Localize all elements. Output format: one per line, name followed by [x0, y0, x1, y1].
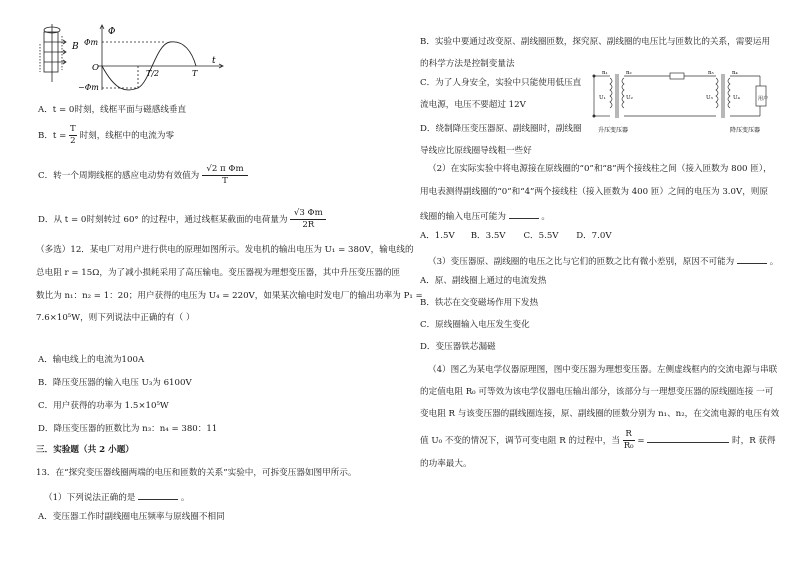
q13-part-2-blank	[509, 209, 539, 219]
n4-label: n₄	[732, 70, 738, 76]
n3-label: n₃	[708, 70, 714, 76]
q13-part-2-line-3	[420, 209, 550, 223]
source-terminal-top	[593, 75, 596, 78]
option-b-post: 时刻，线框中的电流为零	[79, 131, 175, 141]
q13-part-1-blank	[138, 490, 178, 500]
flux-axes	[98, 25, 223, 90]
q13-option-d-line-1: D．绕制降压变压器原、副线圈时，副线圈	[420, 124, 582, 134]
t-half-label: T/2	[146, 69, 160, 78]
q13-part-2-option-d: D．7.0V	[576, 231, 612, 241]
q13-part-4-line-4-post: 时，R 获得	[732, 436, 776, 446]
user-label: 用户	[758, 96, 769, 102]
q13-part-3-option-d: D．变压器铁芯漏磁	[420, 342, 496, 352]
option-d-fraction	[290, 208, 326, 231]
t-axis-label: t	[212, 56, 216, 66]
q13-part-4-frac-den: R₀	[623, 441, 634, 451]
phi-axis-label: Φ	[108, 27, 116, 37]
option-c-fraction	[202, 164, 248, 187]
transmission-circuit	[590, 66, 790, 138]
option-b	[38, 124, 174, 147]
q13-part-2-line-1: （2）在实际实验中将电源接在原线圈的“0”和“8”两个接线柱之间（接入匝数为 800 匝），	[428, 164, 772, 174]
q13-part-4-fraction	[623, 429, 635, 452]
q12-line-3: 数比为 n₁：n₂ = 1：20；用户获得的电压为 U₄ = 220V，如果某次输电时发电厂的输出功率为 P₁ =	[36, 291, 423, 301]
u2-label: U₂	[626, 95, 633, 101]
option-d-den: 2R	[302, 220, 315, 230]
q13-part-4-blank	[647, 433, 729, 443]
q13-part-2-line-3-text: 线圈的输入电压可能为	[420, 212, 506, 222]
source-terminal-bottom	[593, 115, 596, 118]
option-d-pre: D．从 t = 0时刻转过 60° 的过程中，通过线框某截面的电荷量为	[38, 215, 288, 225]
b-label: B	[72, 42, 79, 52]
n2-label: n₂	[626, 70, 632, 76]
right-column	[402, 0, 794, 561]
option-d-num: √3 Φm	[290, 208, 326, 220]
q13-part-1-text: （1）下列说法正确的是	[44, 493, 136, 503]
q13-part-2-line-3-end: 。	[541, 212, 551, 222]
q13-part-2-option-c: C．5.5V	[523, 231, 559, 241]
phim-label: Φm	[84, 38, 99, 47]
q13-part-2-line-2: 用电表测得副线圈的“0”和“4”两个接线柱（接入匝数为 400 匝）之间的电压为 3.0V，则原	[420, 187, 768, 197]
origin-label: O	[92, 63, 99, 73]
u1-label: U₁	[599, 95, 606, 101]
q13-part-2-option-b: B．3.5V	[470, 231, 506, 241]
option-c-den: T	[222, 176, 228, 186]
q13-part-3-line-1	[428, 254, 778, 268]
q13-option-b-line-2: 的科学方法是控制变量法	[420, 59, 515, 69]
q13-part-4-line-4-pre: 值 U₀ 不变的情况下，调节可变电阻 R 的过程中，当	[420, 436, 620, 446]
q13-part-4-line-4	[420, 429, 776, 452]
option-b-pre: B．t =	[38, 131, 67, 141]
q13-option-c-line-2: 流电源，电压不要超过 12V	[420, 100, 526, 110]
t-period-label: T	[192, 69, 198, 78]
q12-option-c: C．用户获得的功率为 1.5×10⁵W	[38, 401, 169, 411]
q13-part-4-line-3: 变电阻 R 与该变压器的副线圈连接，原、副线圈的匝数分别为 n₁、n₂，在交流电源的电压有效	[420, 409, 780, 419]
q13-option-c-line-1: C．为了人身安全，实验中只能使用低压直	[420, 78, 582, 88]
section-3-heading: 三．实验题（共 2 小题）	[36, 445, 134, 455]
q12-option-b: B．降压变压器的输入电压 U₃为 6100V	[38, 378, 192, 388]
q13-option-d-line-2: 导线应比原线圈导线粗一些好	[420, 146, 532, 156]
q13-part-2-options	[420, 231, 612, 242]
q13-part-1	[44, 490, 189, 504]
option-b-num: T	[70, 124, 76, 134]
q13-part-3-end: 。	[769, 257, 779, 267]
q13-option-a: A．变压器工作时副线圈电压频率与原线圈不相同	[38, 512, 225, 522]
q12-line-4: 7.6×10⁵W，则下列说法中正确的有（ ）	[36, 313, 195, 323]
flux-figure	[36, 22, 226, 94]
u4-label: U₄	[733, 95, 740, 101]
q13-part-4-line-5: 的功率最大。	[420, 459, 472, 469]
q13-part-3-blank	[737, 254, 767, 264]
q13-part-3-option-a: A．原、副线圈上通过的电流发热	[420, 276, 547, 286]
q12-line-1: （多选）12．某电厂对用户进行供电的原理如图所示。发电机的输出电压为 U₁ = 380V，输电线的	[36, 245, 414, 255]
option-c	[38, 164, 248, 187]
rotating-coil	[40, 24, 66, 82]
q13-part-3-option-c: C．原线圈输入电压发生变化	[420, 320, 530, 330]
q13-part-4-line-1: （4）图乙为某电学仪器原理图，图中变压器为理想变压器。左侧虚线框内的交流电源与串联	[428, 365, 778, 375]
q13-part-1-end: 。	[180, 493, 190, 503]
option-d	[38, 208, 326, 231]
neg-phim-label: −Φm	[78, 83, 99, 92]
option-b-den: 2	[70, 136, 76, 146]
q12-option-d: D．降压变压器的匝数比为 n₃：n₄ = 380：11	[38, 424, 218, 434]
q12-line-2: 总电阻 r = 15Ω，为了减小损耗采用了高压输电。变压器视为理想变压器，其中升压变压器的匝	[36, 268, 401, 278]
step-up-label: 升压变压器	[598, 127, 629, 134]
q13-part-3-option-b: B．铁芯在交变磁场作用下发热	[420, 298, 539, 308]
q13-part-4-frac-num: R	[623, 429, 635, 441]
option-a: A．t = 0时刻，线框平面与磁感线垂直	[38, 105, 187, 115]
u3-label: U₃	[706, 95, 713, 101]
n1-label: n₁	[602, 70, 608, 76]
option-c-num: √2 π Φm	[202, 164, 248, 176]
q13-part-2-option-a: A．1.5V	[420, 231, 455, 241]
q13-part-4-line-2: 的定值电阻 R₀ 可等效为该电学仪器电压输出部分，该部分与一理想变压器的原线圈连接 一可	[420, 387, 774, 397]
q13-part-4-eq: =	[637, 436, 645, 446]
q12-option-a: A．输电线上的电流为100A	[38, 355, 145, 365]
q13-part-3-text: （3）变压器原、副线圈的电压之比与它们的匝数之比有微小差别，原因不可能为	[428, 257, 735, 267]
option-c-pre: C．转一个周期线框的感应电动势有效值为	[38, 171, 200, 181]
q13-option-b-line-1: B．实验中要通过改变原、副线圈匝数，探究原、副线圈的电压比与匝数比的关系，需要运用	[420, 37, 771, 47]
option-b-fraction	[69, 124, 77, 147]
step-down-label: 降压变压器	[730, 127, 761, 134]
q13-stem: 13．在“探究变压器线圈两端的电压和匝数的关系”实验中，可拆变压器如图甲所示。	[36, 468, 357, 478]
